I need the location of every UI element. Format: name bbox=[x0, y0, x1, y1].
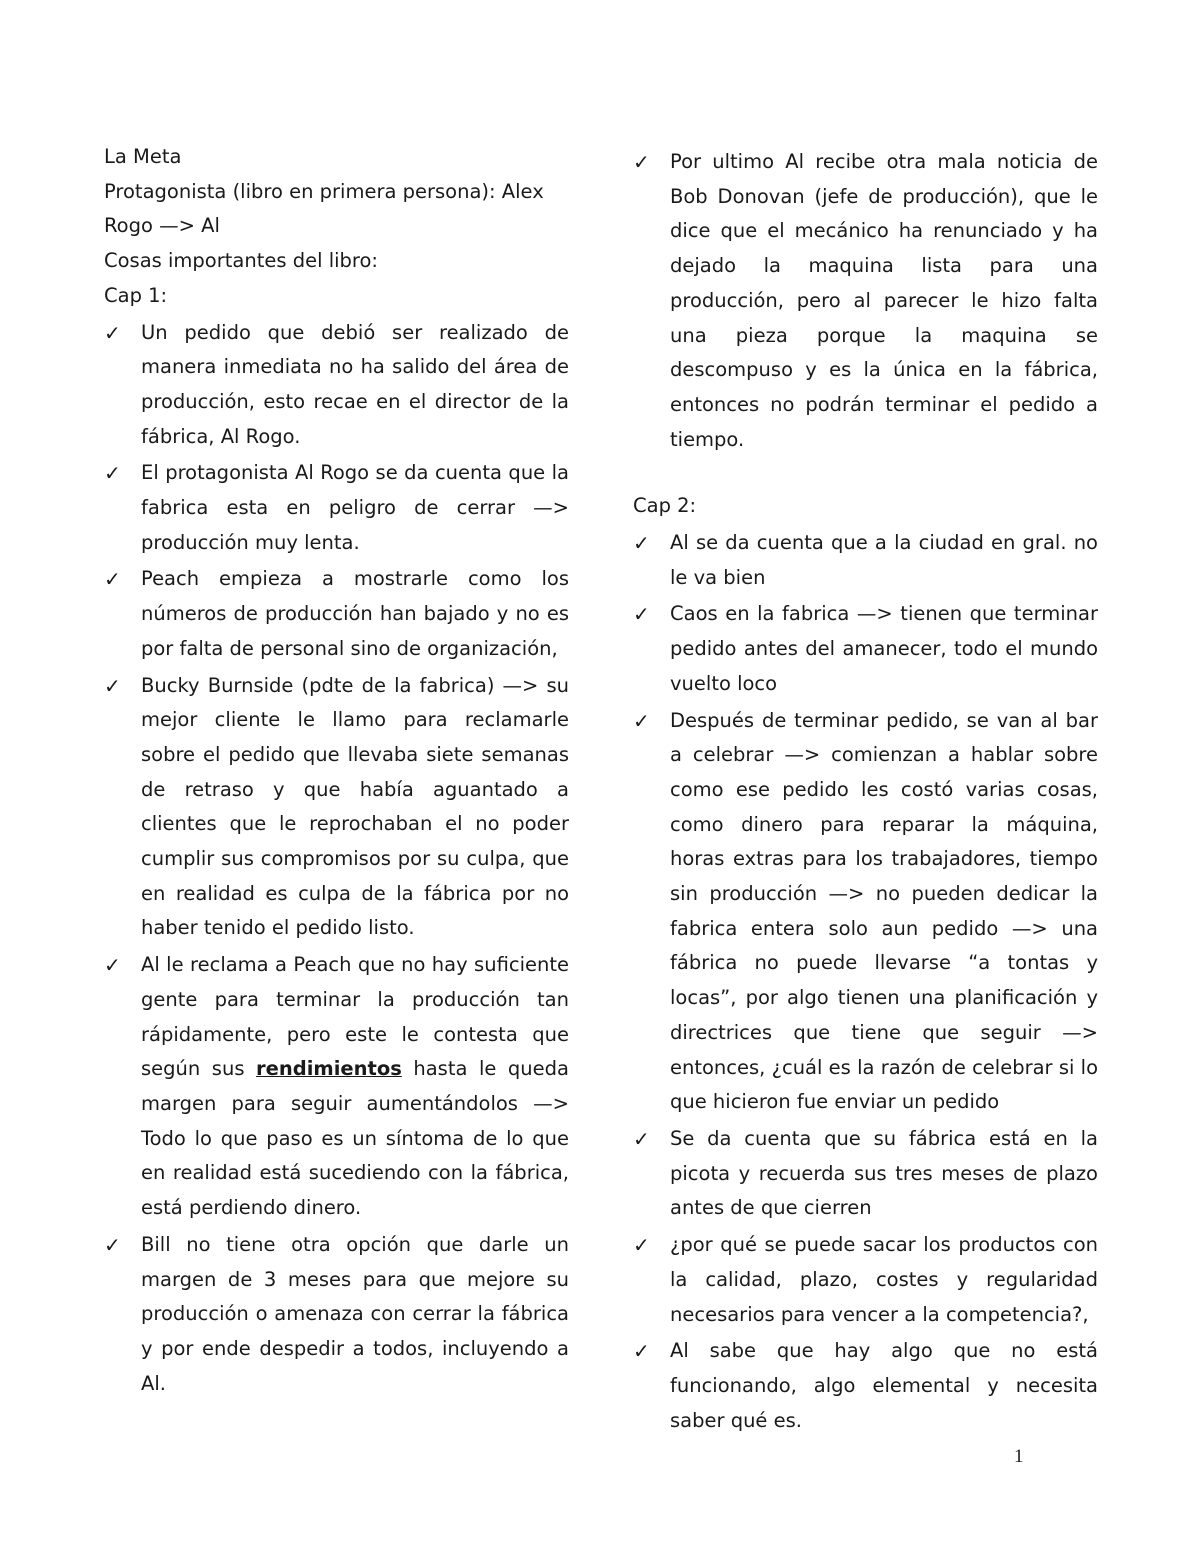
highlighted-term: rendimientos bbox=[256, 1057, 402, 1081]
protagonist-line: Protagonista (libro en primera persona): Alex Rogo —> Al bbox=[104, 179, 544, 238]
list-item: ✓ Bill no tiene otra opción que darle un margen de 3 meses para que mejore su producción o amenaza con cerrar la fábrica y por ende despedir a todos, incluyendo a Al. bbox=[104, 1228, 569, 1402]
important-heading: Cosas importantes del libro: bbox=[104, 249, 378, 273]
check-icon: ✓ bbox=[104, 1232, 121, 1257]
chapter-2-list bbox=[633, 526, 1098, 1438]
right-column bbox=[633, 143, 1098, 1438]
list-item: ✓ Al sabe que hay algo que no está funcionando, algo elemental y necesita saber qué es. bbox=[633, 1334, 1098, 1438]
check-icon: ✓ bbox=[633, 708, 650, 733]
check-icon: ✓ bbox=[633, 1339, 650, 1364]
check-icon: ✓ bbox=[104, 320, 121, 345]
check-icon: ✓ bbox=[633, 1233, 650, 1258]
left-column bbox=[104, 140, 569, 1401]
check-icon: ✓ bbox=[633, 602, 650, 627]
document-title: La Meta bbox=[104, 145, 182, 168]
chapter-2-heading: Cap 2: bbox=[633, 494, 697, 518]
list-item: ✓ Por ultimo Al recibe otra mala noticia de Bob Donovan (jefe de producción), que le dice que el mecánico ha renunciado y ha dejado la maquina lista para una producción, pero al parecer le hizo falta una pieza porque la maquina se descompuso y es la única en la fábrica, entonces no podrán terminar el pedido a tiempo. bbox=[633, 145, 1098, 457]
list-item: ✓ Peach empieza a mostrarle como los números de producción han bajado y no es por falta de personal sino de organización, bbox=[104, 562, 569, 666]
list-item: ✓ Un pedido que debió ser realizado de manera inmediata no ha salido del área de producción, esto recae en el director de la fábrica, Al Rogo. bbox=[104, 316, 569, 455]
list-item: ✓ Caos en la fabrica —> tienen que terminar pedido antes del amanecer, todo el mundo vuelto loco bbox=[633, 597, 1098, 701]
list-item: ✓ Bucky Burnside (pdte de la fabrica) —> su mejor cliente le llamo para reclamarle sobre el pedido que llevaba siete semanas de retraso y que había aguantado a clientes que le reprochaban el no poder cumplir sus compromisos por su culpa, que en realidad es culpa de la fábrica por no haber tenido el pedido listo. bbox=[104, 669, 569, 947]
page-number: 1 bbox=[1014, 1446, 1024, 1467]
check-icon: ✓ bbox=[633, 150, 650, 174]
chapter-1-list bbox=[104, 316, 569, 1402]
chapter-1-continued-list bbox=[633, 145, 1098, 457]
check-icon: ✓ bbox=[633, 531, 650, 556]
check-icon: ✓ bbox=[104, 461, 121, 486]
list-item: ✓ Después de terminar pedido, se van al bar a celebrar —> comienzan a hablar sobre como ese pedido les costó varias cosas, como dinero para reparar la máquina, horas extras para los trabajadores, tiempo sin producción —> no pueden dedicar la fabrica entera solo aun pedido —> una fábrica no puede llevarse “a tontas y locas”, por algo tienen una planificación y directrices que tiene que seguir —> entonces, ¿cuál es la razón de celebrar si lo que hicieron fue enviar un pedido bbox=[633, 704, 1098, 1120]
list-item: ✓ Al le reclama a Peach que no hay suficiente gente para terminar la producción tan rápidamente, pero este le contesta que según sus rendimientos hasta le queda margen para seguir aumentándolos —> Todo lo que paso es un síntoma de lo que en realidad está sucediendo con la fábrica, está perdiendo dinero. bbox=[104, 948, 569, 1226]
list-item: ✓ ¿por qué se puede sacar los productos con la calidad, plazo, costes y regularidad necesarios para vencer a la competencia?, bbox=[633, 1228, 1098, 1332]
check-icon: ✓ bbox=[104, 953, 121, 978]
check-icon: ✓ bbox=[104, 567, 121, 592]
check-icon: ✓ bbox=[104, 673, 121, 698]
list-item: ✓ El protagonista Al Rogo se da cuenta que la fabrica esta en peligro de cerrar —> producción muy lenta. bbox=[104, 456, 569, 560]
check-icon: ✓ bbox=[633, 1126, 650, 1151]
chapter-1-heading: Cap 1: bbox=[104, 283, 168, 307]
list-item: ✓ Se da cuenta que su fábrica está en la picota y recuerda sus tres meses de plazo antes de que cierren bbox=[633, 1122, 1098, 1226]
list-item: ✓ Al se da cuenta que a la ciudad en gral. no le va bien bbox=[633, 526, 1098, 595]
